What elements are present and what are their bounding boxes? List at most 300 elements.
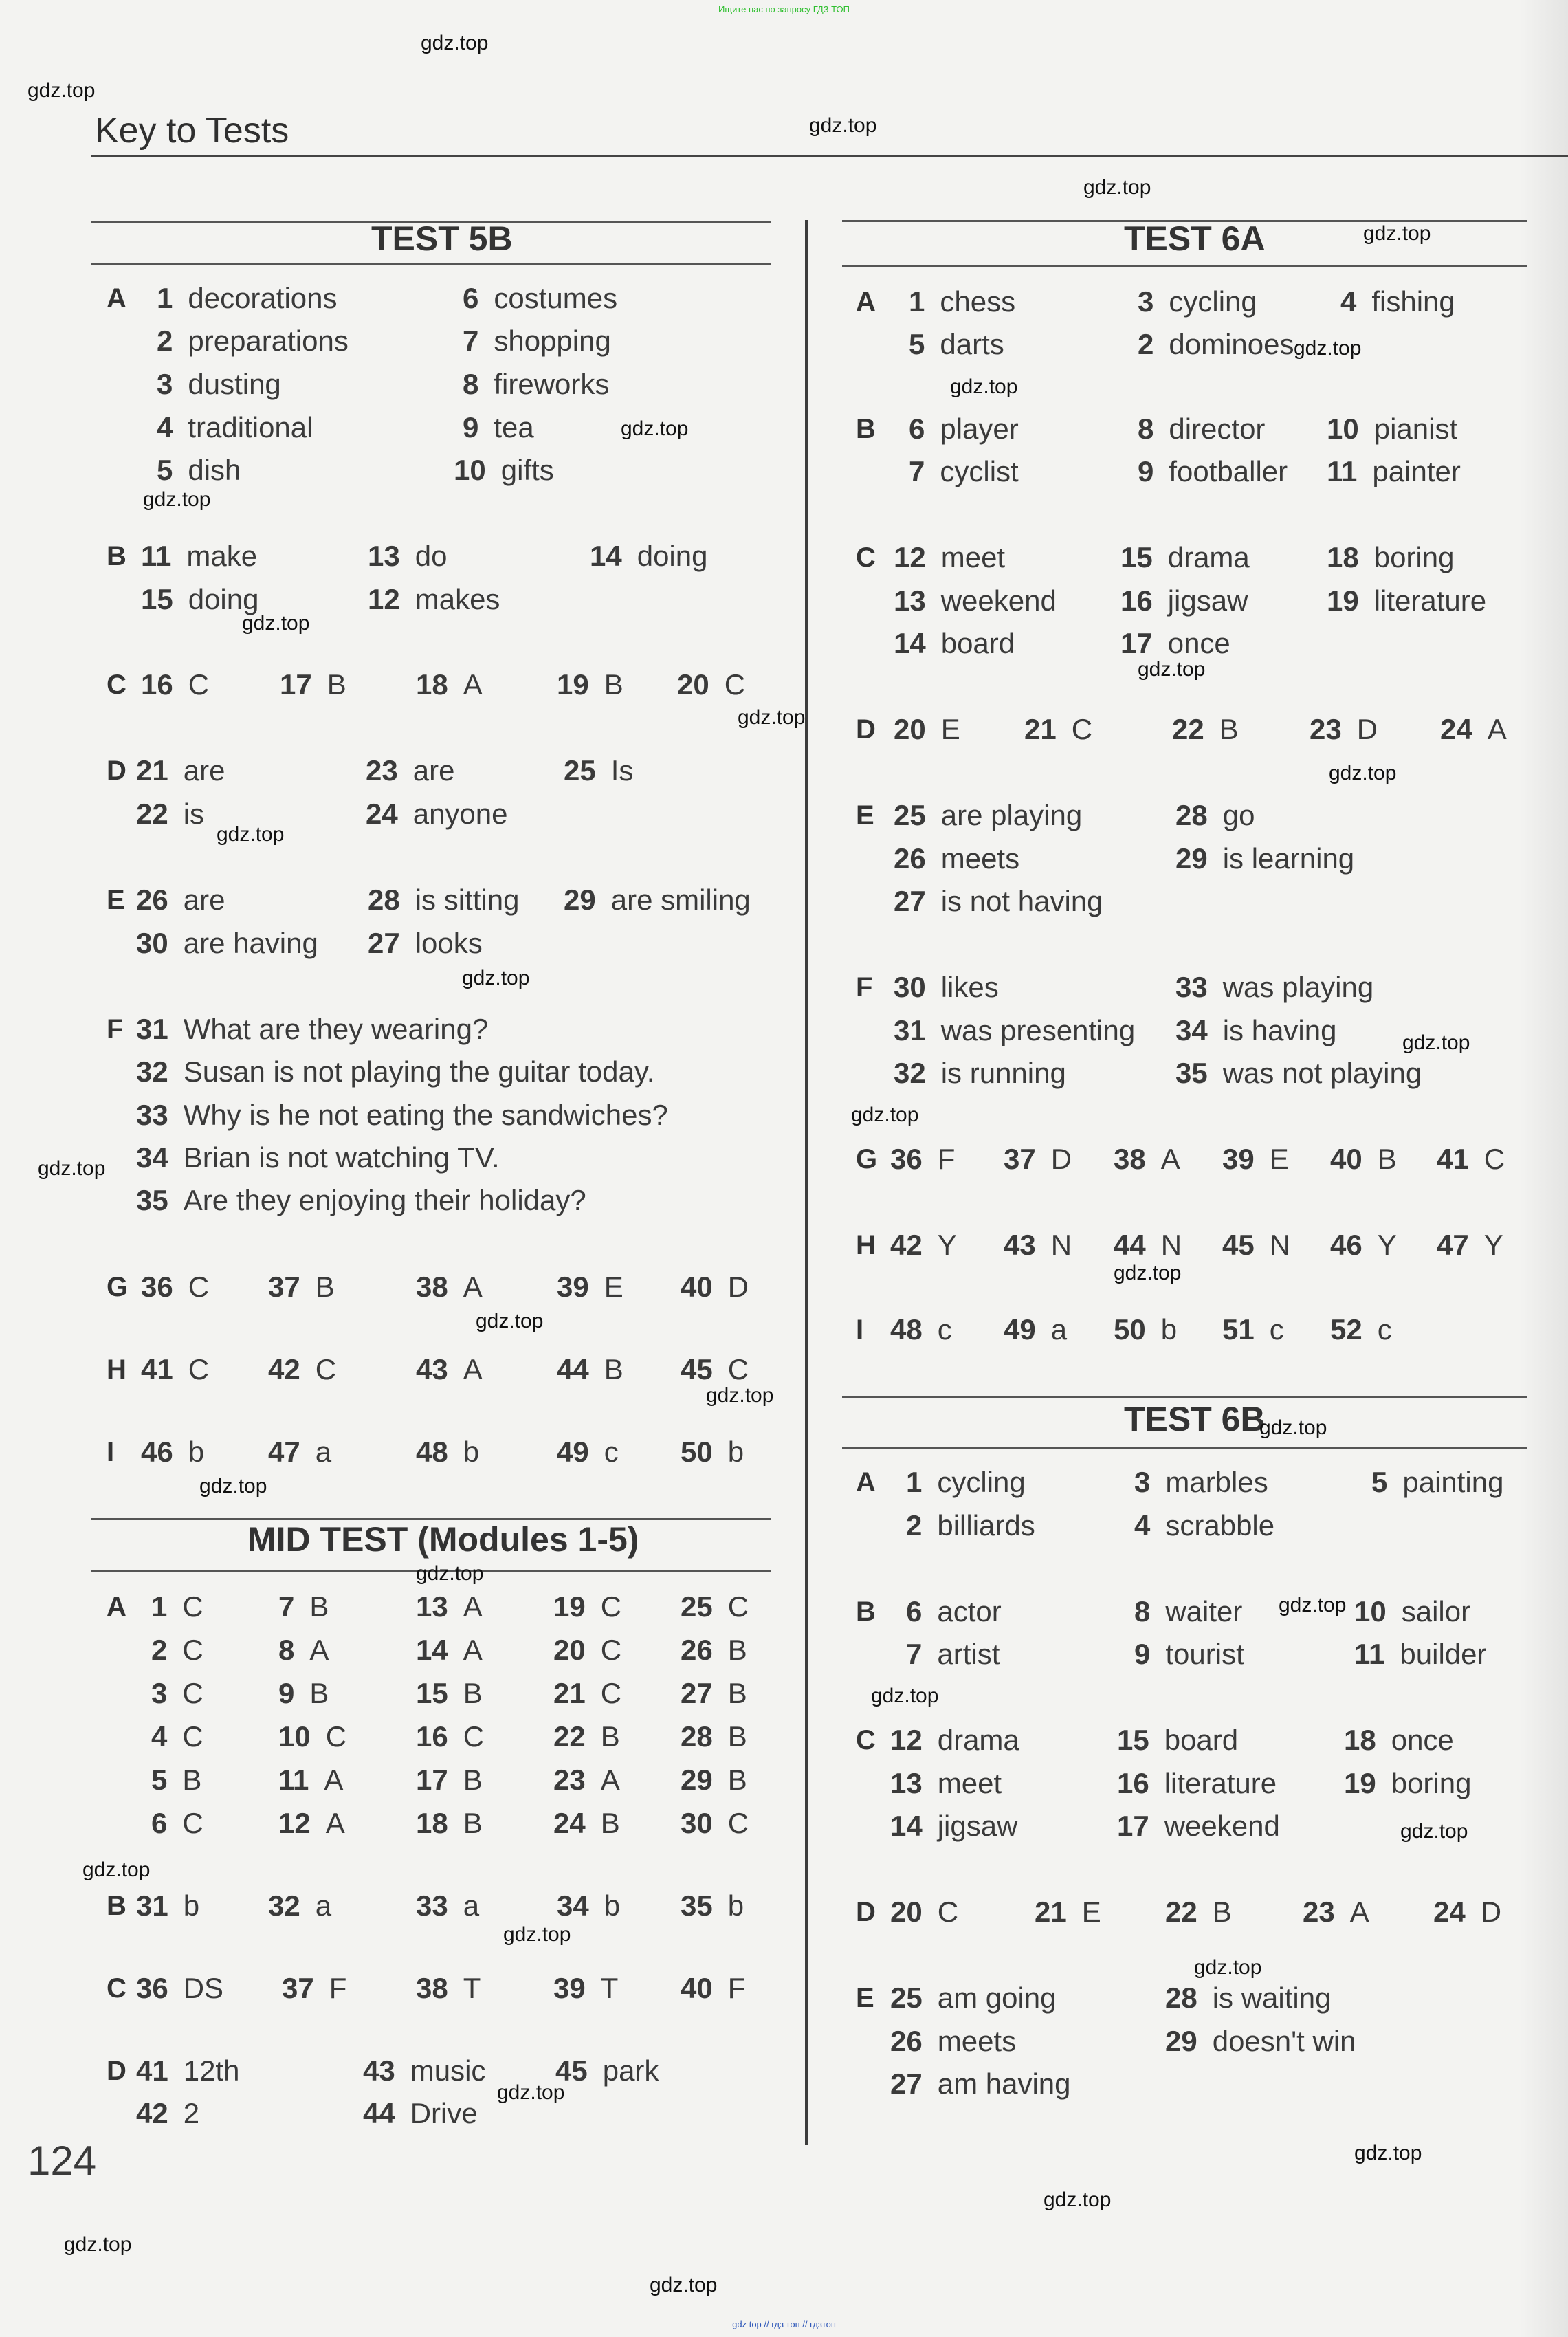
answer-text: A — [1487, 713, 1507, 745]
answer-text: go — [1222, 799, 1255, 831]
answer-text: tea — [494, 411, 534, 443]
answer-text: was not playing — [1222, 1057, 1422, 1089]
answer-item — [894, 1014, 1135, 1047]
answer-text: b — [188, 1436, 205, 1468]
answer-item — [1120, 541, 1250, 574]
answer-item — [681, 1889, 744, 1922]
answer-item — [1222, 1313, 1284, 1346]
answer-text: marbles — [1165, 1466, 1268, 1498]
question-number: 11 — [141, 540, 172, 572]
question-number: 23 — [1303, 1896, 1335, 1928]
question-number: 10 — [454, 454, 486, 486]
answer-item — [1175, 971, 1373, 1004]
answer-text: 2 — [183, 2097, 200, 2129]
answer-item — [363, 2054, 485, 2087]
question-number: 1 — [157, 282, 173, 314]
section-rule — [91, 263, 771, 265]
question-number: 31 — [894, 1014, 926, 1046]
answer-item — [157, 325, 349, 358]
answer-text: What are they wearing? — [183, 1013, 489, 1045]
question-number: 19 — [1344, 1767, 1376, 1799]
answer-text: painting — [1402, 1466, 1504, 1498]
answer-text: 12th — [183, 2054, 240, 2087]
section-letter: E — [107, 885, 125, 915]
watermark-text: gdz.top — [199, 1475, 267, 1497]
question-number: 8 — [1134, 1595, 1151, 1627]
question-number: 3 — [1134, 1466, 1151, 1498]
answer-text: are smiling — [610, 884, 751, 916]
answer-text: traditional — [188, 411, 313, 443]
question-number: 31 — [136, 1013, 168, 1045]
answer-text: C — [600, 1590, 622, 1623]
answer-text: b — [727, 1889, 744, 1922]
answer-item — [1327, 541, 1454, 574]
watermark-text: gdz.top — [38, 1157, 106, 1180]
answer-text: anyone — [412, 798, 508, 830]
answer-text: N — [1160, 1229, 1182, 1261]
answer-text: jigsaw — [1167, 584, 1248, 617]
answer-text: B — [327, 668, 346, 701]
answer-item — [1138, 413, 1265, 446]
answer-item — [278, 1634, 329, 1667]
answer-item — [416, 1436, 479, 1469]
question-number: 27 — [894, 885, 926, 917]
answer-item — [278, 1677, 329, 1710]
question-number: 16 — [1120, 584, 1153, 617]
answer-item — [1437, 1143, 1505, 1176]
question-number: 37 — [268, 1271, 300, 1303]
answer-text: C — [188, 1353, 210, 1385]
question-number: 2 — [157, 325, 173, 357]
section-letter: C — [856, 542, 876, 573]
answer-item — [1114, 1313, 1177, 1346]
question-number: 6 — [151, 1807, 168, 1839]
question-number: 14 — [890, 1810, 923, 1842]
answer-item — [1175, 1057, 1422, 1090]
answer-item — [894, 799, 1082, 832]
answer-item — [890, 2067, 1071, 2100]
answer-text: F — [727, 1972, 746, 2004]
answer-item — [894, 713, 960, 746]
answer-item — [366, 798, 508, 831]
answer-text: player — [940, 413, 1019, 445]
answer-item — [1165, 1982, 1331, 2015]
answer-item — [454, 454, 554, 487]
question-number: 35 — [1175, 1057, 1208, 1089]
answer-item — [1344, 1724, 1454, 1757]
answer-item — [1117, 1810, 1280, 1843]
question-number: 1 — [909, 285, 925, 318]
question-number: 9 — [1134, 1638, 1151, 1670]
question-number: 45 — [681, 1353, 713, 1385]
answer-text: Y — [1483, 1229, 1503, 1261]
answer-text: B — [182, 1764, 202, 1796]
question-number: 16 — [141, 668, 173, 701]
answer-item — [1175, 842, 1354, 875]
answer-text: make — [186, 540, 258, 572]
answer-text: Drive — [410, 2097, 478, 2129]
question-number: 24 — [1433, 1896, 1466, 1928]
answer-text: gifts — [500, 454, 554, 486]
answer-item — [890, 1313, 952, 1346]
question-number: 9 — [1138, 455, 1154, 487]
answer-text: jigsaw — [937, 1810, 1018, 1842]
answer-text: DS — [183, 1972, 224, 2004]
section-letter: B — [107, 1891, 126, 1921]
answer-item — [890, 1982, 1057, 2015]
answer-item — [1138, 285, 1257, 318]
answer-text: boring — [1373, 541, 1455, 573]
question-number: 52 — [1330, 1313, 1362, 1346]
question-number: 10 — [1354, 1595, 1387, 1627]
answer-item — [894, 971, 999, 1004]
answer-item — [894, 885, 1103, 918]
answer-text: E — [1081, 1896, 1101, 1928]
watermark-text: gdz.top — [650, 2274, 718, 2296]
answer-item — [681, 1807, 749, 1840]
answer-item — [909, 328, 1004, 361]
answer-text: C — [727, 1353, 749, 1385]
answer-text: c — [937, 1313, 952, 1346]
answer-text: D — [1356, 713, 1378, 745]
section-letter: B — [107, 541, 126, 571]
answer-item — [1134, 1509, 1274, 1542]
question-number: 24 — [366, 798, 398, 830]
question-number: 43 — [1004, 1229, 1036, 1261]
answer-item — [136, 1099, 668, 1132]
answer-text: dusting — [188, 368, 281, 400]
question-number: 29 — [1165, 2025, 1197, 2057]
watermark-text: gdz.top — [621, 417, 689, 440]
answer-text: C — [463, 1720, 485, 1753]
answer-item — [681, 1353, 749, 1386]
answer-text: are — [183, 754, 225, 787]
question-number: 36 — [890, 1143, 923, 1175]
question-number: 14 — [416, 1634, 448, 1666]
answer-item — [416, 1353, 483, 1386]
answer-text: F — [329, 1972, 347, 2004]
question-number: 11 — [1327, 455, 1358, 487]
answer-text: are playing — [940, 799, 1083, 831]
question-number: 17 — [1120, 627, 1153, 659]
answer-item — [1344, 1767, 1471, 1800]
answer-text: A — [463, 1634, 483, 1666]
answer-text: likes — [940, 971, 999, 1003]
watermark-text: gdz.top — [1083, 176, 1151, 199]
watermark-text: gdz.top — [738, 706, 806, 729]
section-letter: H — [107, 1354, 126, 1385]
watermark-text: gdz.top — [503, 1923, 571, 1946]
section-letter: A — [856, 287, 876, 317]
question-number: 34 — [557, 1889, 589, 1922]
question-number: 5 — [1371, 1466, 1388, 1498]
question-number: 18 — [1327, 541, 1359, 573]
answer-text: C — [724, 668, 746, 701]
answer-text: c — [604, 1436, 619, 1468]
question-number: 23 — [366, 754, 398, 787]
answer-item — [1371, 1466, 1503, 1499]
question-number: 51 — [1222, 1313, 1255, 1346]
question-number: 3 — [157, 368, 173, 400]
answer-text: N — [1050, 1229, 1072, 1261]
column-divider — [805, 220, 808, 2145]
answer-text: B — [727, 1634, 747, 1666]
question-number: 22 — [136, 798, 168, 830]
answer-item — [894, 584, 1057, 617]
question-number: 30 — [681, 1807, 713, 1839]
answer-text: is not having — [940, 885, 1103, 917]
answer-text: B — [727, 1720, 747, 1753]
answer-item — [463, 368, 609, 401]
watermark-text: gdz.top — [809, 114, 877, 137]
section-letter: C — [856, 1725, 876, 1755]
answer-item — [136, 1013, 488, 1046]
answer-text: Susan is not playing the guitar today. — [183, 1055, 655, 1088]
answer-text: is running — [940, 1057, 1066, 1089]
watermark-text: gdz.top — [217, 823, 285, 846]
watermark-text: gdz.top — [1279, 1594, 1347, 1616]
question-number: 11 — [278, 1764, 309, 1796]
answer-text: cycling — [937, 1466, 1026, 1498]
answer-text: waiter — [1165, 1595, 1243, 1627]
answer-item — [1330, 1143, 1397, 1176]
answer-text: A — [1349, 1896, 1369, 1928]
answer-text: are having — [183, 927, 318, 959]
answer-item — [564, 884, 751, 917]
answer-text: Y — [937, 1229, 957, 1261]
answer-item — [894, 842, 1019, 875]
answer-text: A — [463, 1353, 483, 1385]
answer-item — [416, 1634, 483, 1667]
question-number: 10 — [278, 1720, 311, 1753]
section-rule — [842, 265, 1527, 267]
answer-item — [141, 583, 258, 616]
question-number: 27 — [368, 927, 400, 959]
question-number: 7 — [906, 1638, 923, 1670]
question-number: 28 — [681, 1720, 713, 1753]
section-letter: D — [856, 714, 876, 745]
answer-text: T — [463, 1972, 481, 2004]
question-number: 4 — [151, 1720, 168, 1753]
watermark-text: gdz.top — [851, 1104, 919, 1126]
answer-text: B — [600, 1720, 620, 1753]
question-number: 8 — [1138, 413, 1154, 445]
question-number: 19 — [557, 668, 589, 701]
answer-text: a — [315, 1889, 332, 1922]
question-number: 18 — [416, 1807, 448, 1839]
answer-text: C — [315, 1353, 337, 1385]
question-number: 42 — [268, 1353, 300, 1385]
question-number: 44 — [557, 1353, 589, 1385]
section-letter: C — [107, 670, 126, 700]
question-number: 49 — [557, 1436, 589, 1468]
answer-item — [909, 455, 1019, 488]
answer-text: A — [1160, 1143, 1180, 1175]
question-number: 13 — [894, 584, 926, 617]
test-title: TEST 5B — [371, 219, 513, 258]
watermark-text: gdz.top — [242, 612, 310, 635]
question-number: 16 — [416, 1720, 448, 1753]
watermark-text: gdz.top — [1044, 2188, 1112, 2211]
answer-text: b — [1160, 1313, 1178, 1346]
answer-item — [1165, 2025, 1356, 2058]
answer-text: b — [727, 1436, 744, 1468]
answer-item — [278, 1720, 346, 1753]
answer-text: B — [309, 1590, 329, 1623]
section-letter: F — [107, 1014, 124, 1044]
answer-item — [557, 668, 623, 701]
question-number: 41 — [1437, 1143, 1469, 1175]
answer-item — [136, 1184, 586, 1217]
answer-item — [894, 1057, 1066, 1090]
answer-item — [141, 1353, 209, 1386]
answer-text: makes — [415, 583, 500, 615]
question-number: 33 — [136, 1099, 168, 1131]
question-number: 25 — [681, 1590, 713, 1623]
answer-text: are — [412, 754, 455, 787]
question-number: 20 — [890, 1896, 923, 1928]
answer-item — [368, 927, 483, 960]
question-number: 35 — [136, 1184, 168, 1216]
answer-text: footballer — [1169, 455, 1288, 487]
answer-text: A — [324, 1764, 344, 1796]
question-number: 50 — [1114, 1313, 1146, 1346]
answer-text: once — [1167, 627, 1230, 659]
watermark-text: gdz.top — [1194, 1956, 1262, 1979]
question-number: 32 — [894, 1057, 926, 1089]
answer-text: Y — [1377, 1229, 1397, 1261]
watermark-text: gdz.top — [143, 488, 211, 511]
answer-text: T — [600, 1972, 619, 2004]
question-number: 33 — [1175, 971, 1208, 1003]
answer-text: tourist — [1165, 1638, 1244, 1670]
answer-item — [151, 1807, 203, 1840]
answer-item — [1354, 1595, 1470, 1628]
question-number: 6 — [463, 282, 479, 314]
answer-item — [553, 1590, 621, 1623]
answer-item — [1327, 413, 1457, 446]
answer-item — [1024, 713, 1092, 746]
answer-item — [906, 1509, 1035, 1542]
answer-item — [278, 1590, 329, 1623]
watermark-text: gdz.top — [462, 967, 530, 989]
answer-text: weekend — [1164, 1810, 1280, 1842]
question-number: 25 — [894, 799, 926, 831]
question-number: 35 — [681, 1889, 713, 1922]
answer-item — [1120, 584, 1248, 617]
answer-text: cyclist — [940, 455, 1019, 487]
answer-item — [553, 1764, 620, 1797]
question-number: 28 — [368, 884, 400, 916]
watermark-text: gdz.top — [1294, 337, 1362, 360]
answer-text: meets — [940, 842, 1020, 875]
watermark-text: gdz.top — [706, 1384, 774, 1407]
answer-text: was playing — [1222, 971, 1374, 1003]
answer-text: dominoes — [1169, 328, 1294, 360]
answer-item — [1354, 1638, 1487, 1671]
answer-item — [1004, 1143, 1072, 1176]
question-number: 3 — [1138, 285, 1154, 318]
section-letter: A — [856, 1467, 876, 1497]
section-letter: G — [107, 1272, 129, 1302]
question-number: 31 — [136, 1889, 168, 1922]
answer-item — [1134, 1466, 1268, 1499]
answer-item — [1114, 1229, 1182, 1262]
question-number: 25 — [564, 754, 596, 787]
section-letter: D — [856, 1897, 876, 1927]
answer-item — [151, 1720, 203, 1753]
answer-text: literature — [1164, 1767, 1277, 1799]
answer-text: Is — [610, 754, 634, 787]
answer-text: is having — [1222, 1014, 1337, 1046]
question-number: 12 — [890, 1724, 923, 1756]
question-number: 37 — [1004, 1143, 1036, 1175]
question-number: 8 — [463, 368, 479, 400]
answer-text: B — [1377, 1143, 1397, 1175]
section-letter: D — [107, 2056, 126, 2086]
question-number: 47 — [268, 1436, 300, 1468]
page-title: Key to Tests — [95, 111, 289, 151]
answer-text: actor — [937, 1595, 1002, 1627]
answer-text: scrabble — [1165, 1509, 1275, 1541]
question-number: 22 — [1165, 1896, 1197, 1928]
answer-item — [1310, 713, 1378, 746]
answer-text: board — [1164, 1724, 1239, 1756]
question-number: 4 — [157, 411, 173, 443]
answer-text: park — [602, 2054, 659, 2087]
answer-text: drama — [937, 1724, 1019, 1756]
question-number: 40 — [681, 1972, 713, 2004]
question-number: 45 — [555, 2054, 588, 2087]
question-number: 36 — [136, 1972, 168, 2004]
question-number: 13 — [890, 1767, 923, 1799]
answer-item — [141, 540, 257, 573]
answer-item — [553, 1972, 618, 2005]
question-number: 46 — [141, 1436, 173, 1468]
answer-text: C — [182, 1677, 203, 1709]
answer-item — [681, 1590, 749, 1623]
question-number: 44 — [1114, 1229, 1146, 1261]
answer-text: fishing — [1371, 285, 1455, 318]
answer-text: billiards — [937, 1509, 1035, 1541]
answer-text: A — [463, 1271, 483, 1303]
question-number: 32 — [136, 1055, 168, 1088]
answer-text: director — [1169, 413, 1266, 445]
answer-text: C — [188, 1271, 210, 1303]
watermark-text: gdz.top — [1402, 1031, 1470, 1054]
question-number: 15 — [141, 583, 173, 615]
question-number: 30 — [136, 927, 168, 959]
question-number: 20 — [894, 713, 926, 745]
answer-item — [1175, 1014, 1336, 1047]
question-number: 15 — [1117, 1724, 1149, 1756]
answer-item — [136, 2054, 239, 2087]
answer-text: B — [600, 1807, 620, 1839]
question-number: 15 — [1120, 541, 1153, 573]
answer-text: C — [182, 1634, 203, 1666]
answer-item — [1134, 1595, 1242, 1628]
answer-text: Brian is not watching TV. — [183, 1141, 500, 1174]
answer-item — [1117, 1767, 1277, 1800]
question-number: 47 — [1437, 1229, 1469, 1261]
answer-item — [1004, 1229, 1072, 1262]
watermark-text: gdz.top — [950, 375, 1018, 398]
answer-text: C — [600, 1677, 622, 1709]
question-number: 7 — [463, 325, 479, 357]
answer-item — [890, 1229, 957, 1262]
answer-text: B — [463, 1807, 483, 1839]
question-number: 42 — [136, 2097, 168, 2129]
